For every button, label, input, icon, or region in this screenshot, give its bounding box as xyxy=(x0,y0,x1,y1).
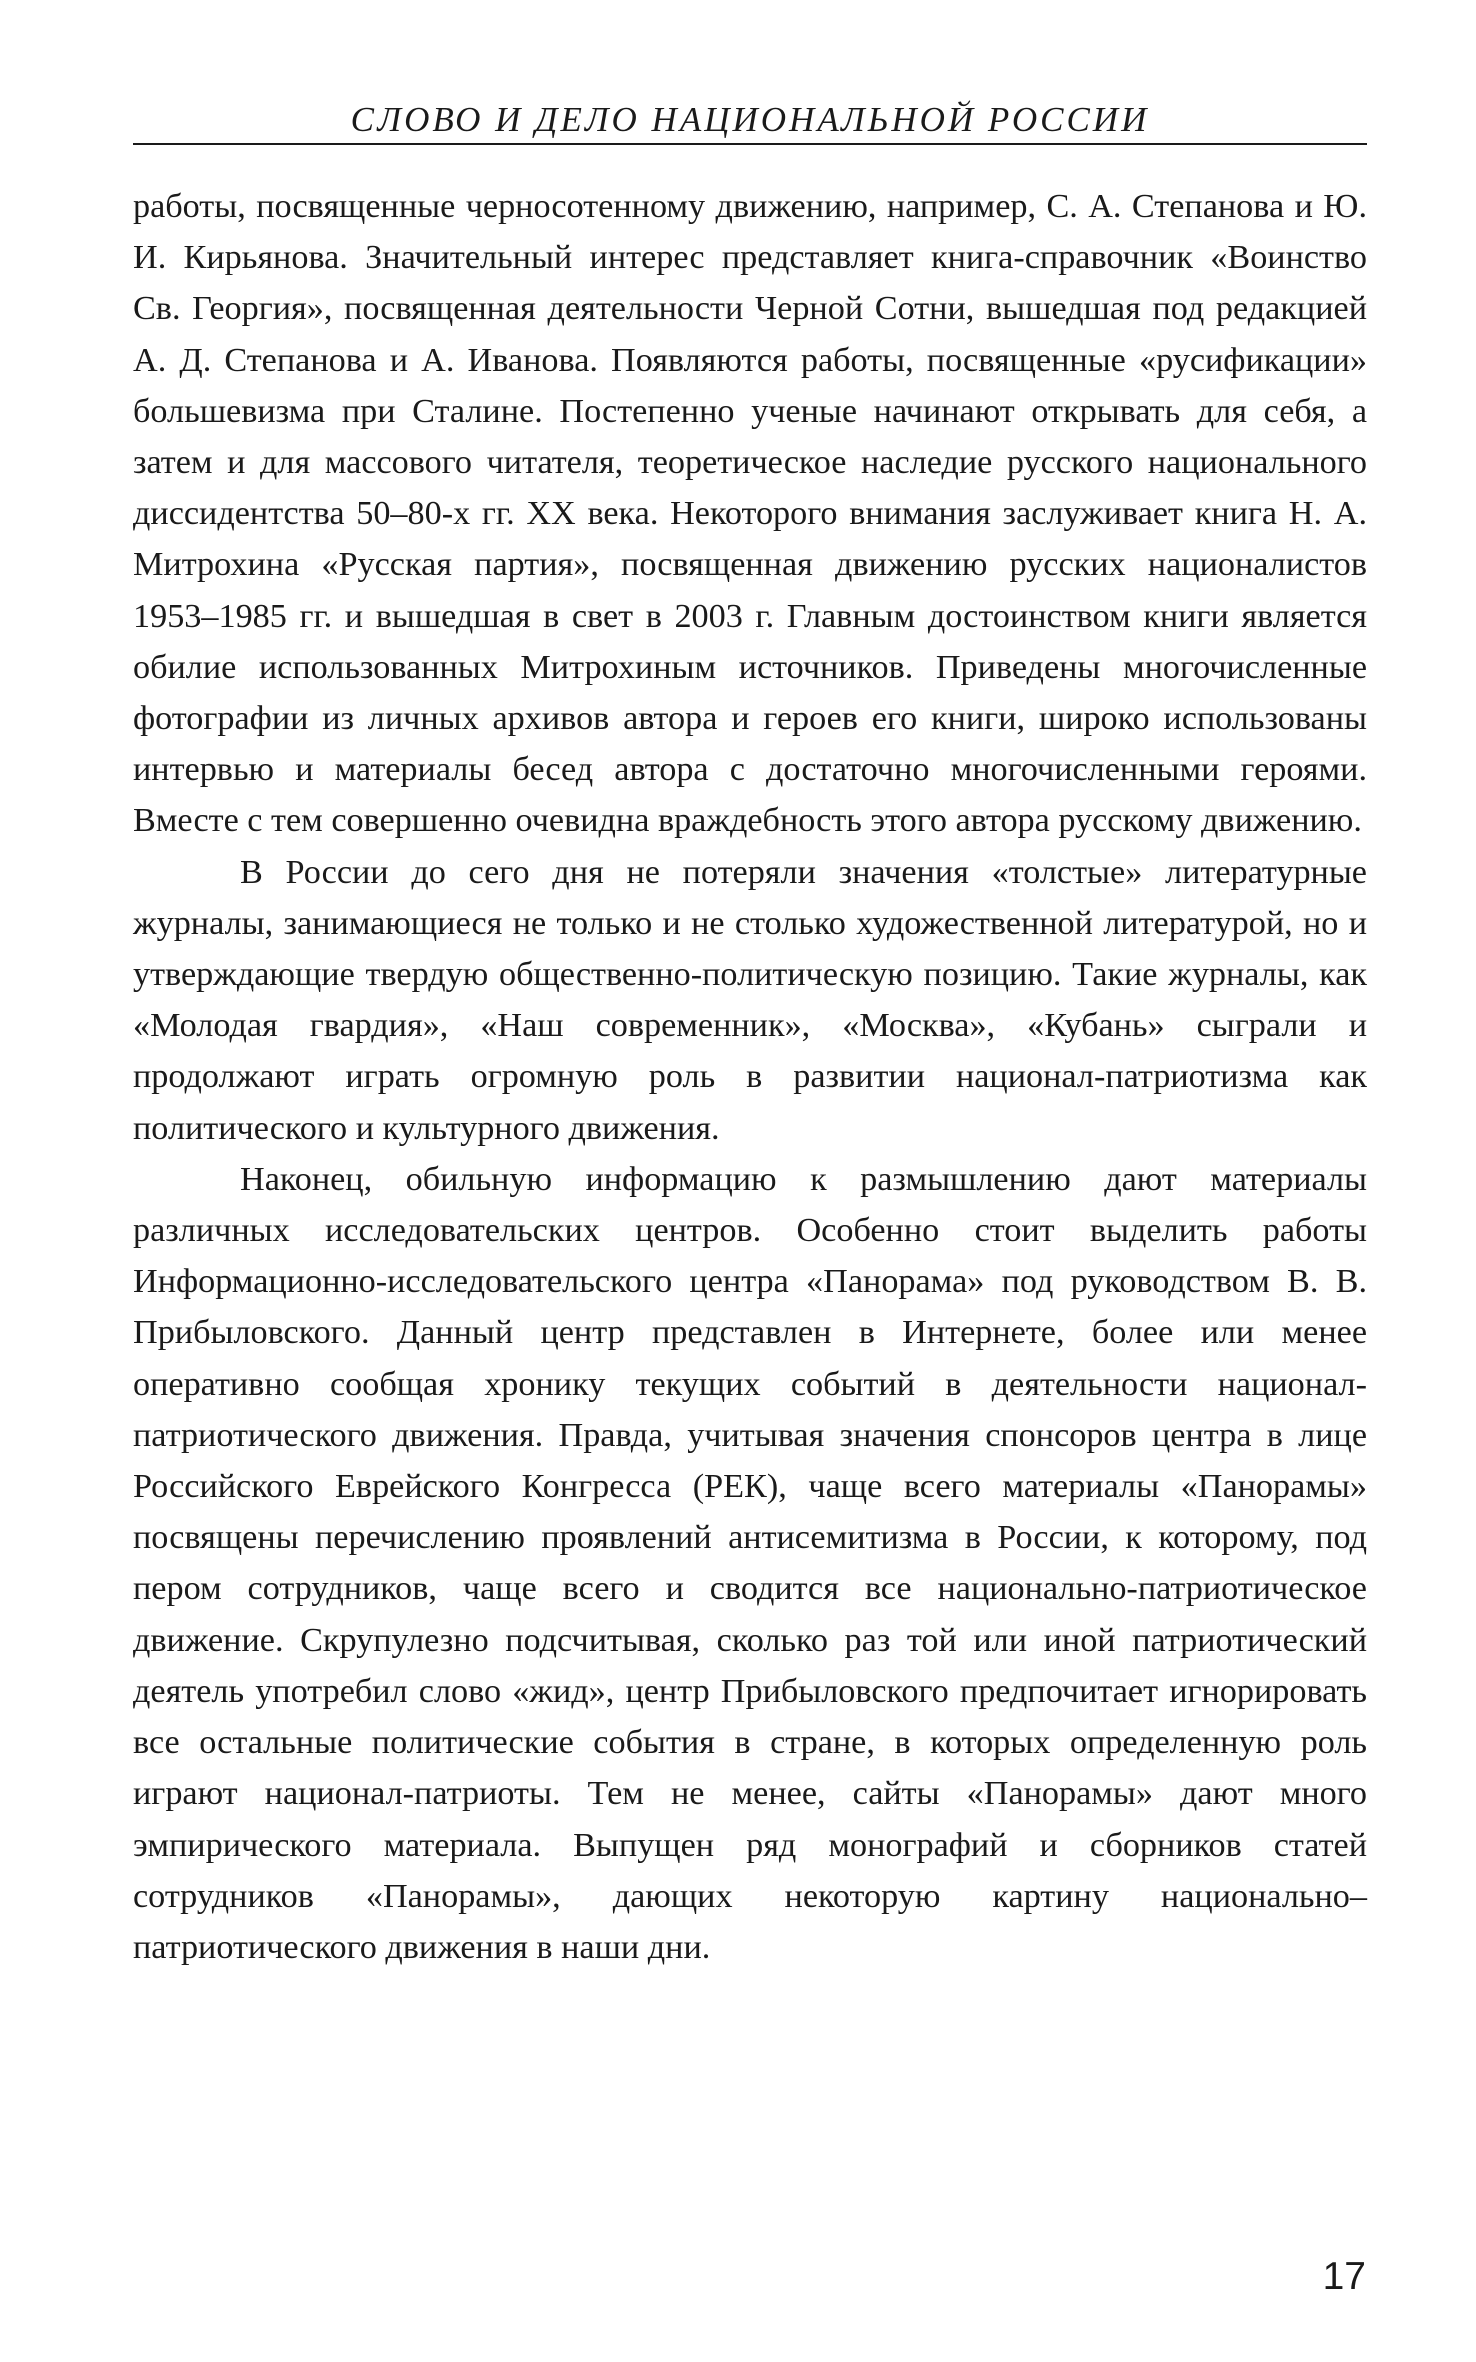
header-divider-rule xyxy=(133,143,1367,145)
paragraph-3: Наконец, обильную информацию к размышлению дают материалы различных исследовательских центров. Особенно стоит выделить работы Информационно-исследовательского центра «Панорама» под руководством В. В. Прибыловского. Данный центр представлен в Интернете, более или менее оперативно сообщая хронику текущих событий в деятельности национал-патриотического движения. Правда, учитывая значения спонсоров центра в лице Российского Еврейского Конгресса (РЕК), чаще всего материалы «Панорамы» посвящены перечислению проявлений антисемитизма в России, к которому, под пером сотрудников, чаще всего и сводится все национально-патриотическое движение. Скрупулезно подсчитывая, сколько раз той или иной патриотический деятель употребил слово «жид», центр Прибыловского предпочитает игнорировать все остальные политические события в стране, в которых определенную роль играют национал-патриоты. Тем не менее, сайты «Панорамы» дают много эмпирического материала. Выпущен ряд монографий и сборников статей сотрудников «Панорамы», дающих некоторую картину национально–патриотического движения в наши дни. xyxy=(133,1160,1367,1966)
paragraph-1: работы, посвященные черносотенному движению, например, С. А. Степанова и Ю. И. Кирьянова. Значительный интерес представляет книга-справочник «Воинство Св. Георгия», посвященная деятельности Черной Сотни, вышедшая под редакцией А. Д. Степанова и А. Иванова. Появляются работы, посвященные «русификации» большевизма при Сталине. Постепенно ученые начинают открывать для себя, а затем и для массового читателя, теоретическое наследие русского национального диссидентства 50–80-х гг. XX века. Некоторого внимания заслуживает книга Н. А. Митрохина «Русская партия», посвященная движению русских националистов 1953–1985 гг. и вышедшая в свет в 2003 г. Главным достоинством книги является обилие использованных Митрохиным источников. Приведены многочисленные фотографии из личных архивов автора и героев его книги, широко использованы интервью и материалы бесед автора с достаточно многочисленными героями. Вместе с тем совершенно очевидна враждебность этого автора русскому движению. xyxy=(133,188,1367,840)
paragraph-2: В России до сего дня не потеряли значения «толстые» литературные журналы, занимающиеся не только и не столько художественной литературой, но и утверждающие твердую общественно-политическую позицию. Такие журналы, как «Молодая гвардия», «Наш современник», «Москва», «Кубань» сыграли и продолжают играть огромную роль в развитии национал-патриотизма как политического и культурного движения. xyxy=(133,853,1367,1147)
page-number: 17 xyxy=(1322,2255,1366,2298)
running-head-title: СЛОВО И ДЕЛО НАЦИОНАЛЬНОЙ РОССИИ xyxy=(350,100,1150,139)
body-text xyxy=(133,181,1367,1973)
